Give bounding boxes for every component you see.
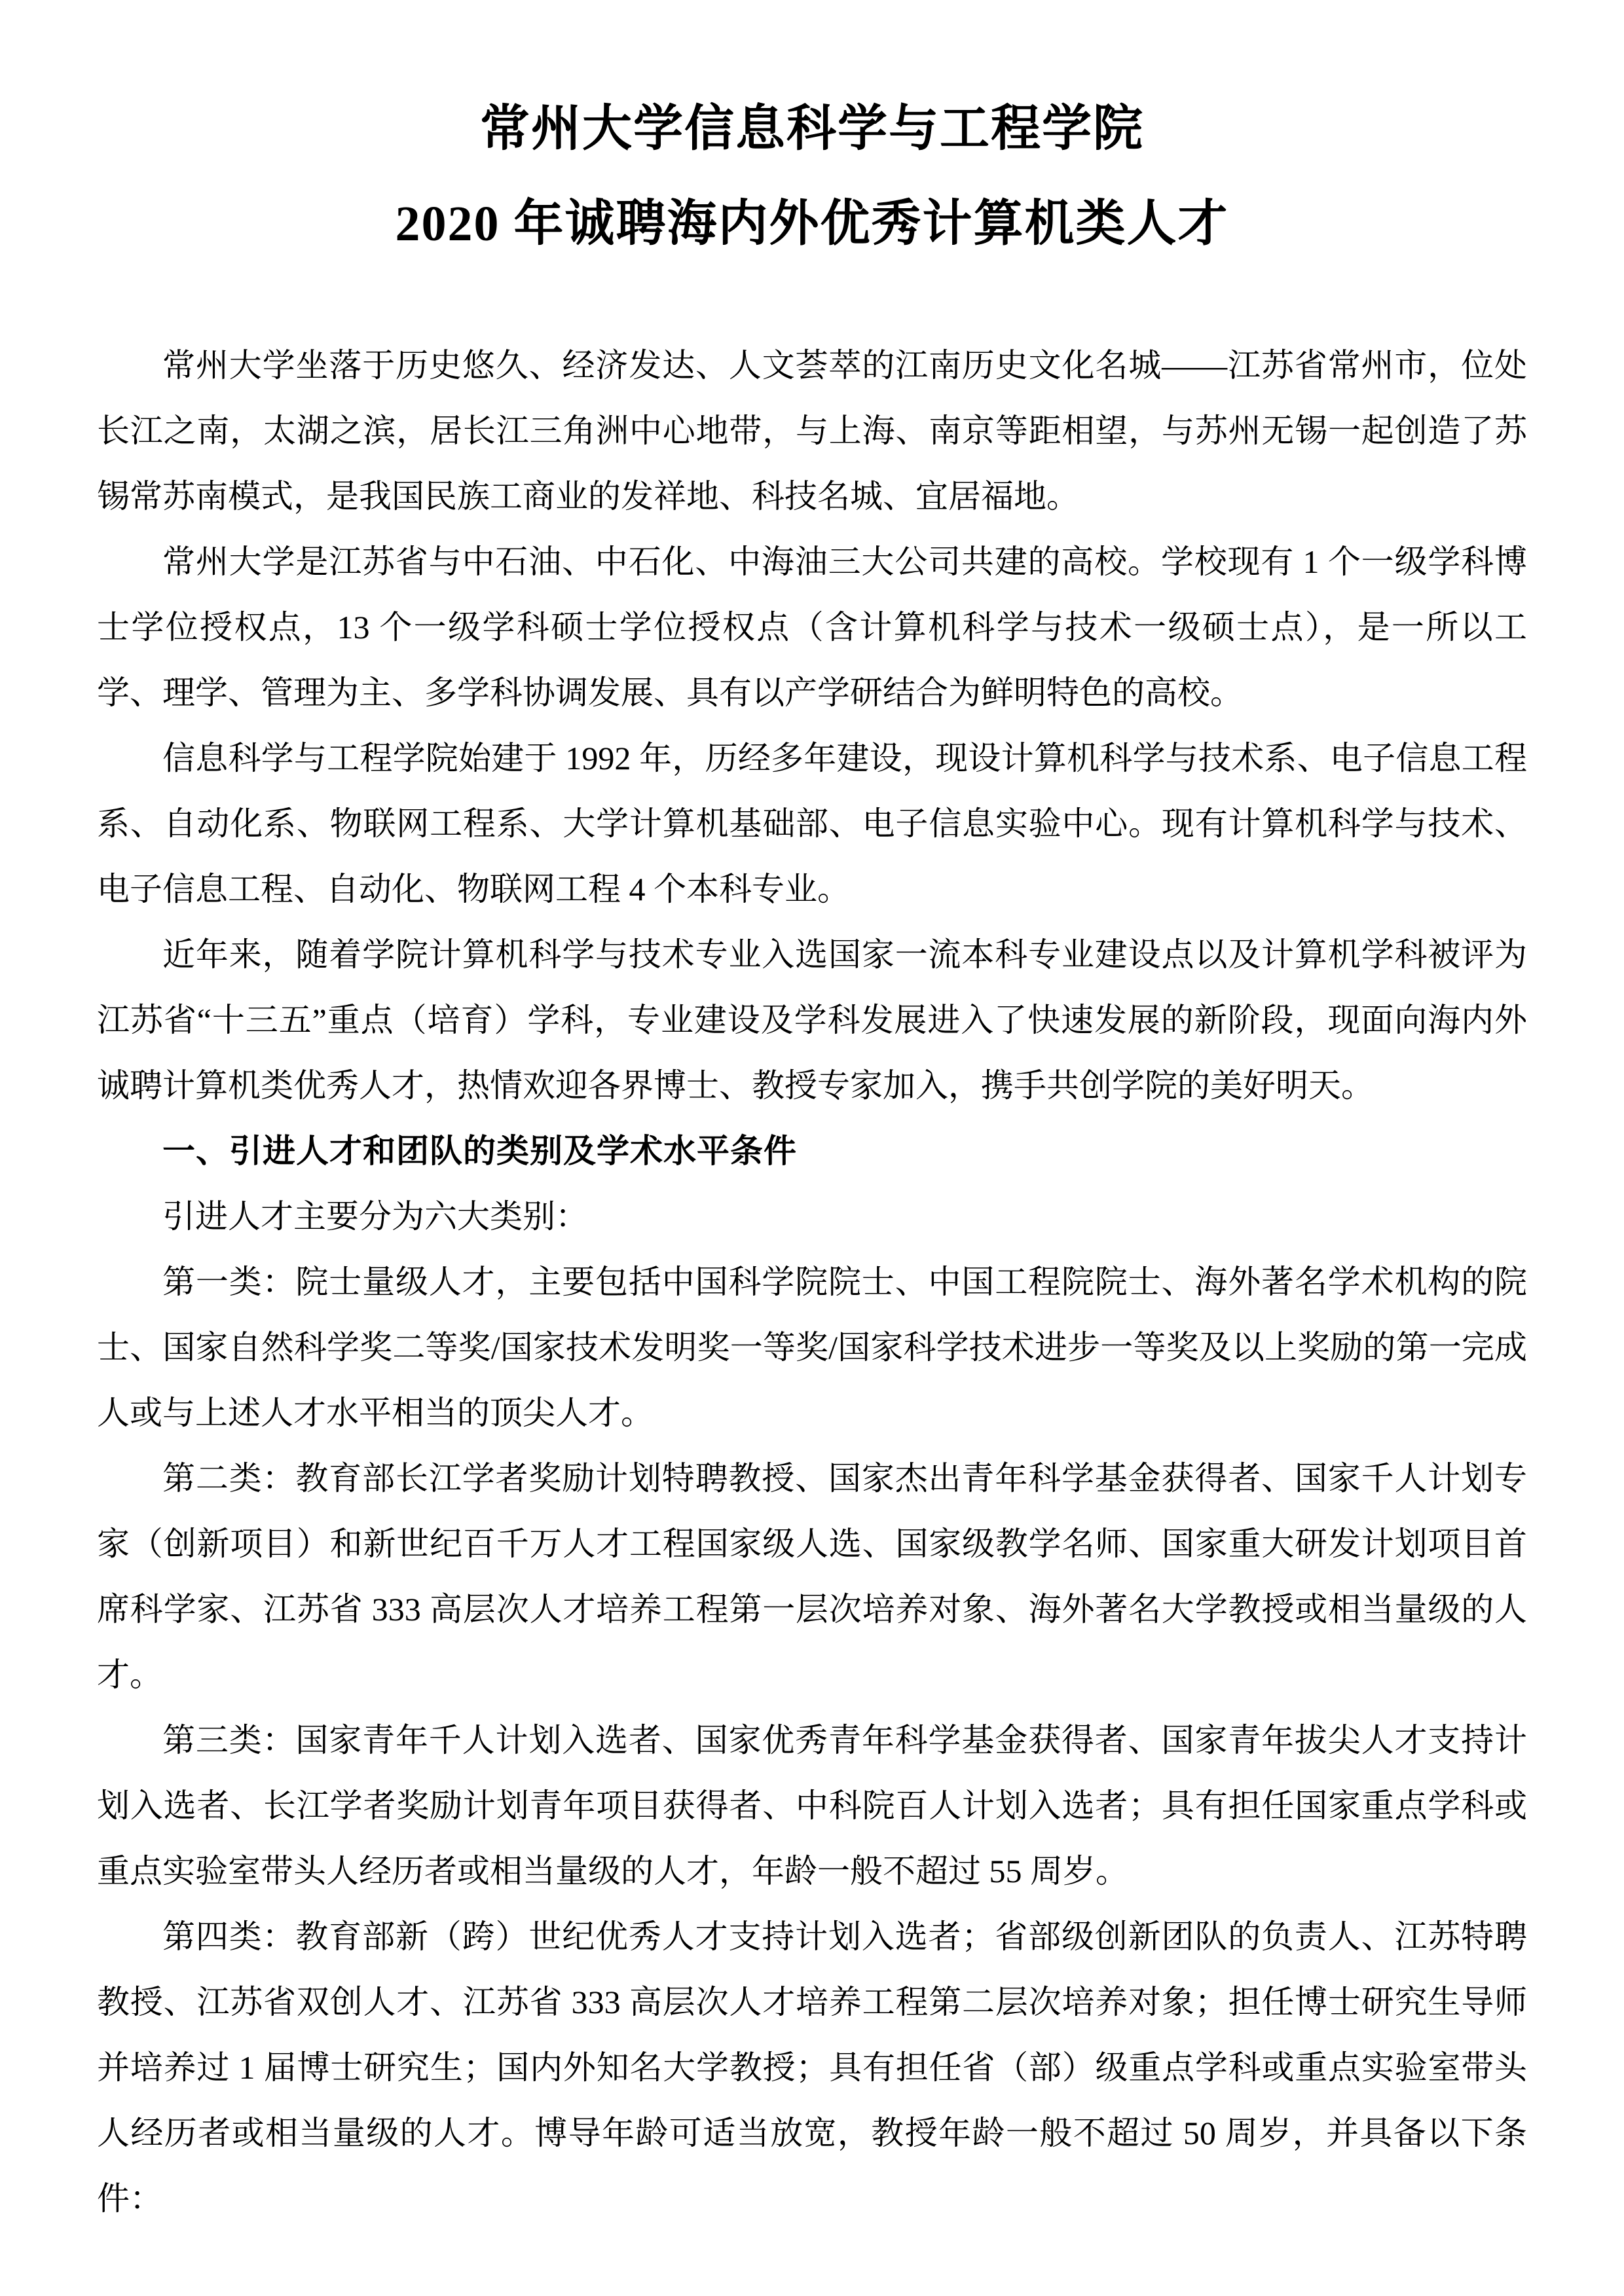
- intro-paragraph-3: 信息科学与工程学院始建于 1992 年，历经多年建设，现设计算机科学与技术系、电子信息工程系、自动化系、物联网工程系、大学计算机基础部、电子信息实验中心。现有计算机科学与技术、电子信息工程、自动化、物联网工程 4 个本科专业。: [97, 740, 1527, 907]
- intro-paragraph-1: 常州大学坐落于历史悠久、经济发达、人文荟萃的江南历史文化名城——江苏省常州市，位处长江之南，太湖之滨，居长江三角洲中心地带，与上海、南京等距相望，与苏州无锡一起创造了苏锡常苏南模式，是我国民族工商业的发祥地、科技名城、宜居福地。: [97, 347, 1527, 515]
- document-title-line1: 常州大学信息科学与工程学院: [480, 101, 1144, 156]
- section-lead: 引进人才主要分为六大类别：: [162, 1198, 588, 1235]
- category-paragraph-1: 第一类：院士量级人才，主要包括中国科学院院士、中国工程院院士、海外著名学术机构的院士、国家自然科学奖二等奖/国家技术发明奖一等奖/国家科学技术进步一等奖及以上奖励的第一完成人或与上述人才水平相当的顶尖人才。: [97, 1264, 1527, 1431]
- document-body: [97, 333, 1527, 2231]
- category-paragraph-2: 第二类：教育部长江学者奖励计划特聘教授、国家杰出青年科学基金获得者、国家千人计划专家（创新项目）和新世纪百千万人才工程国家级人选、国家级教学名师、国家重大研发计划项目首席科学家、江苏省 333 高层次人才培养工程第一层次培养对象、海外著名大学教授或相当量级的人才。: [97, 1460, 1527, 1693]
- category-paragraph-3: 第三类：国家青年千人计划入选者、国家优秀青年科学基金获得者、国家青年拔尖人才支持计划入选者、长江学者奖励计划青年项目获得者、中科院百人计划入选者；具有担任国家重点学科或重点实验室带头人经历者或相当量级的人才，年龄一般不超过 55 周岁。: [97, 1722, 1527, 1889]
- section-heading: 一、引进人才和团队的类别及学术水平条件: [162, 1133, 797, 1169]
- intro-paragraph-4: 近年来，随着学院计算机科学与技术专业入选国家一流本科专业建设点以及计算机学科被评为江苏省“十三五”重点（培育）学科，专业建设及学科发展进入了快速发展的新阶段，现面向海内外诚聘计算机类优秀人才，热情欢迎各界博士、教授专家加入，携手共创学院的美好明天。: [97, 936, 1527, 1104]
- category-paragraph-4: 第四类：教育部新（跨）世纪优秀人才支持计划入选者；省部级创新团队的负责人、江苏特聘教授、江苏省双创人才、江苏省 333 高层次人才培养工程第二层次培养对象；担任博士研究生导师并培养过 1 届博士研究生；国内外知名大学教授；具有担任省（部）级重点学科或重点实验室带头人经历者或相当量级的人才。博导年龄可适当放宽，教授年龄一般不超过 50 周岁，并具备以下条件：: [97, 1918, 1527, 2217]
- intro-paragraph-2: 常州大学是江苏省与中石油、中石化、中海油三大公司共建的高校。学校现有 1 个一级学科博士学位授权点，13 个一级学科硕士学位授权点（含计算机科学与技术一级硕士点），是一所以工学、理学、管理为主、多学科协调发展、具有以产学研结合为鲜明特色的高校。: [97, 543, 1527, 711]
- document-title-line2: 2020 年诚聘海内外优秀计算机类人才: [395, 196, 1229, 251]
